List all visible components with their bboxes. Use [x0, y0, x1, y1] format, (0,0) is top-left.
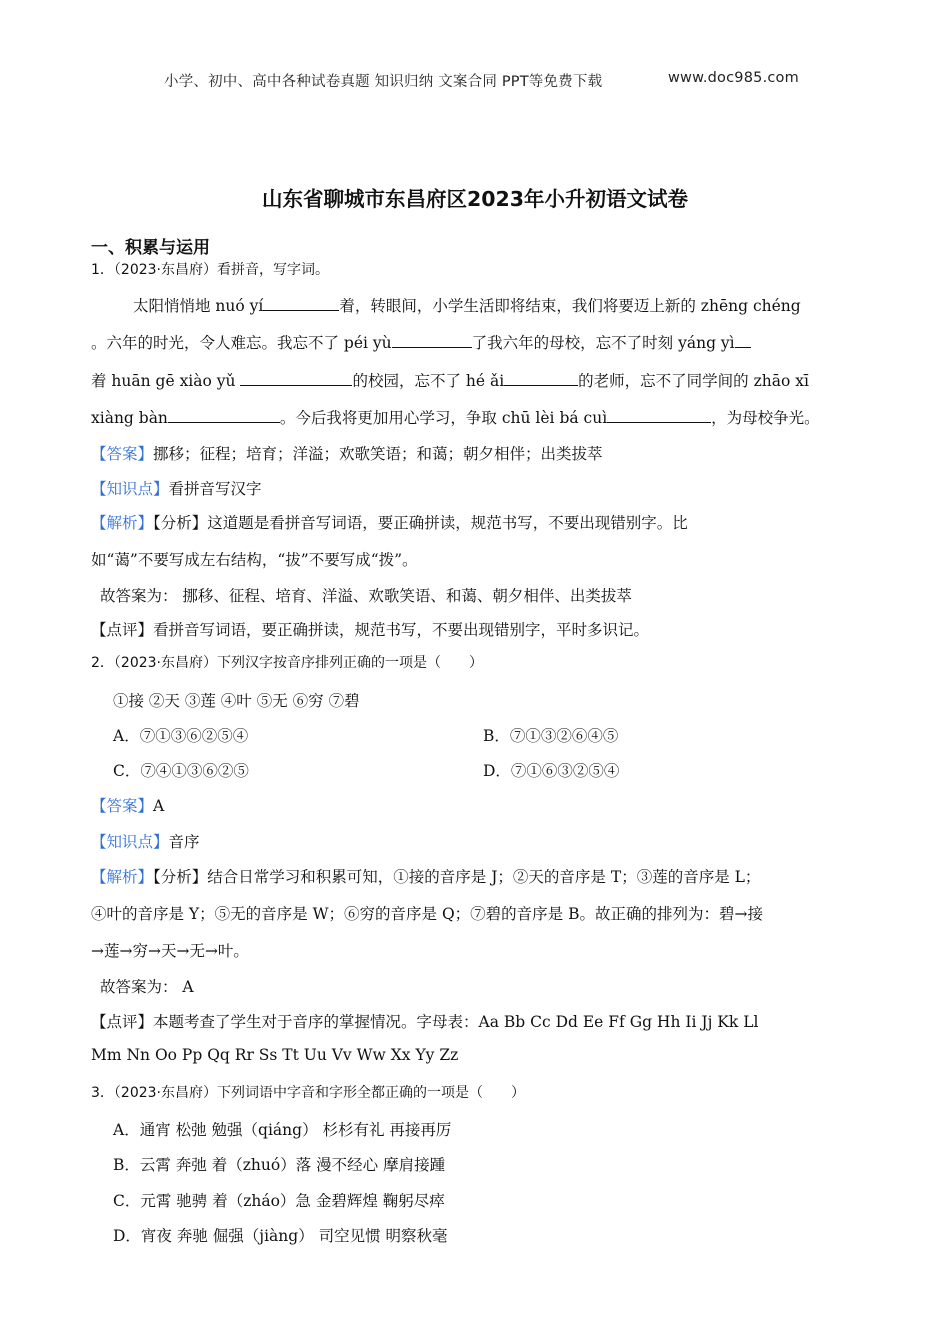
header-left-text: 小学、初中、高中各种试卷真题 知识归纳 文案合同 PPT等免费下载 — [164, 74, 603, 90]
q1-line-3: 着 huān gē xiào yǔ 的校园，忘不了 hé ǎi 的老师，忘不了同学间的 zhāo xī — [91, 372, 809, 390]
q3-option-c[interactable]: C．元霄 驰骋 着（zháo）急 金碧辉煌 鞠躬尽瘁 — [113, 1192, 445, 1210]
q1-analysis-2: 如“蔼”不要写成左右结构，“拔”不要写成“拨”。 — [91, 551, 418, 569]
blank[interactable] — [607, 407, 711, 423]
q1-line-1: 太阳悄悄地 nuó yí 着，转眼间，小学生活即将结束，我们将要迈上新的 zhēng chéng — [133, 297, 801, 315]
q2-comment-2: Mm Nn Oo Pp Qq Rr Ss Tt Uu Vv Ww Xx Yy Zz — [91, 1046, 459, 1064]
q1-answer: 【答案】挪移；征程；培育；洋溢；欢歌笑语；和蔼；朝夕相伴；出类拔萃 — [91, 445, 603, 463]
q2-analysis-1: 【解析】【分析】结合日常学习和积累可知，①接的音序是 J；②天的音序是 T；③莲的音序是 L； — [91, 868, 761, 886]
q2-final: 故答案为： A — [100, 978, 194, 996]
section-heading: 一、积累与运用 — [91, 238, 210, 258]
blank[interactable] — [168, 407, 280, 423]
q2-option-b[interactable]: B．⑦①③②⑥④⑤ — [483, 727, 619, 745]
q1-analysis-1: 【解析】【分析】这道题是看拼音写词语，要正确拼读，规范书写，不要出现错别字。比 — [91, 514, 688, 532]
question-1-stem: 1．（2023·东昌府）看拼音，写字词。 — [91, 262, 329, 278]
q2-answer: 【答案】A — [91, 797, 165, 815]
blank[interactable] — [392, 332, 472, 348]
q3-option-b[interactable]: B．云霄 奔弛 着（zhuó）落 漫不经心 摩肩接踵 — [113, 1156, 446, 1174]
question-2-stem: 2．（2023·东昌府）下列汉字按音序排列正确的一项是（ ） — [91, 655, 483, 671]
q2-option-a[interactable]: A．⑦①③⑥②⑤④ — [113, 727, 249, 745]
q2-comment-1: 【点评】本题考查了学生对于音序的掌握情况。字母表：Aa Bb Cc Dd Ee Ff Gg Hh Ii Jj Kk Ll — [91, 1013, 759, 1031]
q1-line-4: xiàng bàn 。今后我将更加用心学习，争取 chū lèi bá cuì ，为母校争光。 — [91, 409, 820, 427]
q2-analysis-2: ④叶的音序是 Y；⑤无的音序是 W；⑥穷的音序是 Q；⑦碧的音序是 B。故正确的排列为：碧→接 — [91, 905, 763, 923]
blank[interactable] — [735, 332, 751, 348]
question-3-stem: 3．（2023·东昌府）下列词语中字音和字形全都正确的一项是（ ） — [91, 1085, 525, 1101]
q1-knowledge: 【知识点】看拼音写汉字 — [91, 480, 262, 498]
blank[interactable] — [240, 370, 352, 386]
page-title: 山东省聊城市东昌府区2023年小升初语文试卷 — [261, 187, 689, 211]
q2-option-c[interactable]: C．⑦④①③⑥②⑤ — [113, 762, 249, 780]
blank[interactable] — [504, 370, 578, 386]
q2-characters: ①接 ②天 ③莲 ④叶 ⑤无 ⑥穷 ⑦碧 — [113, 692, 360, 710]
q3-option-d[interactable]: D．宵夜 奔驰 倔强（jiàng） 司空见惯 明察秋毫 — [113, 1227, 448, 1245]
q2-analysis-3: →莲→穷→天→无→叶。 — [91, 942, 249, 960]
q3-option-a[interactable]: A．通宵 松弛 勉强（qiáng） 杉杉有礼 再接再厉 — [113, 1121, 452, 1139]
q2-knowledge: 【知识点】音序 — [91, 833, 200, 851]
blank[interactable] — [263, 295, 339, 311]
q1-line-2: 。六年的时光，令人难忘。我忘不了 péi yù 了我六年的母校，忘不了时刻 yáng yì — [91, 331, 751, 353]
q1-comment: 【点评】看拼音写词语，要正确拼读，规范书写，不要出现错别字，平时多识记。 — [91, 621, 650, 639]
q1-final: 故答案为： 挪移、征程、培育、洋溢、欢歌笑语、和蔼、朝夕相伴、出类拔萃 — [100, 587, 632, 605]
header-website[interactable]: www.doc985.com — [668, 70, 799, 86]
q2-option-d[interactable]: D．⑦①⑥③②⑤④ — [483, 762, 620, 780]
